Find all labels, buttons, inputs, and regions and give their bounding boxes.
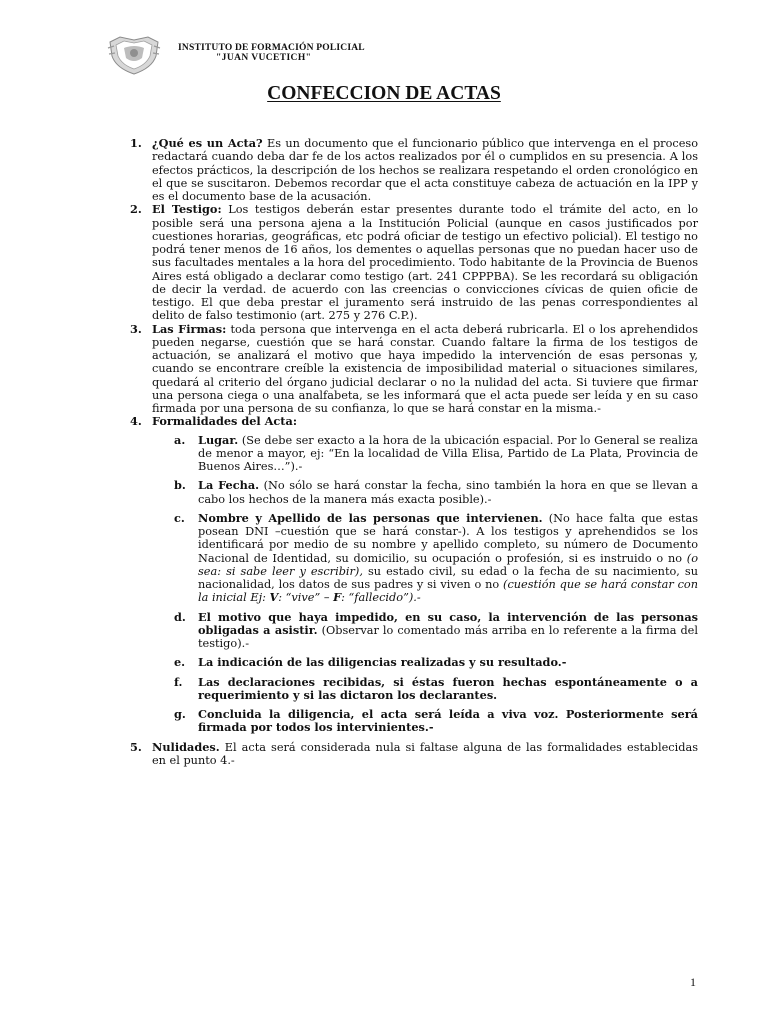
- document-header: [106, 34, 466, 78]
- section-number: 5.: [130, 739, 142, 754]
- formalidad-lectura: [174, 708, 698, 735]
- list-item-heading: Lugar.: [198, 432, 239, 447]
- document-body: [130, 137, 698, 767]
- institution-subtitle: "JUAN VUCETICH": [216, 53, 312, 63]
- list-item-heading: Nombre y Apellido de las personas que intervienen.: [198, 510, 543, 525]
- formalidad-declaraciones: [174, 676, 698, 703]
- list-letter: d.: [174, 609, 186, 624]
- list-letter: g.: [174, 707, 186, 721]
- list-item-text: (Observar lo comentado más arriba en lo referente a la firma del testigo).-: [198, 623, 698, 650]
- page-title: CONFECCION DE ACTAS: [267, 83, 501, 104]
- section-text: El acta será considerada nula si faltase alguna de las formalidades establecidas en el punto 4.-: [152, 740, 698, 767]
- initial-v: V: [269, 590, 279, 605]
- list-letter: f.: [174, 674, 183, 689]
- section-heading: Formalidades del Acta:: [152, 414, 298, 429]
- institute-crest-icon: [106, 34, 162, 76]
- section-heading: Las Firmas:: [152, 321, 227, 336]
- list-item-italic-text: : “fallecido”).-: [341, 591, 421, 605]
- section-number: 3.: [130, 321, 142, 336]
- formalidad-nombre-apellido: [174, 512, 698, 605]
- section-nulidades: [130, 741, 698, 768]
- formalidad-diligencias: [174, 656, 698, 669]
- list-item-italic-text: : “vive” –: [278, 591, 334, 605]
- section-heading: ¿Qué es un Acta?: [152, 136, 263, 150]
- page-number: 1: [690, 975, 696, 989]
- list-item-heading: Las declaraciones recibidas, si éstas fueron hechas espontáneamente o a requerimiento y si las dictaron los declarantes.: [198, 674, 698, 702]
- institution-name: INSTITUTO DE FORMACIÓN POLICIAL: [178, 43, 365, 53]
- formalidades-list: [174, 434, 698, 735]
- section-text: Los testigos deberán estar presentes durante todo el trámite del acto, en lo posible será una persona ajena a la Institución Policial (aunque en casos justificados por cuestiones horarias, geográficas, etc podrá oficiar de testigo un efectivo policial). El testigo no podrá tener menos de 16 años, los dementes o aquellas personas que no puedan hacer uso de sus facultades mentales a la hora del procedimiento. Todo habitante de la Provincia de Buenos Aires está obligado a declarar como testigo (art. 241 CPPPBA). Se les recordará su obligación de decir la verdad. de acuerdo con las creencias o convicciones cívicas de quien oficie de testigo. El que deba prestar el juramento será instruido de las penas correspondientes al delito de falso testimonio (art. 275 y 276 C.P.).: [152, 203, 699, 323]
- section-number: 4.: [130, 414, 142, 429]
- initial-f: F: [333, 590, 342, 605]
- section-el-testigo: [130, 203, 698, 322]
- list-letter: c.: [174, 510, 185, 525]
- list-item-text: (No sólo se hará constar la fecha, sino también la hora en que se llevan a cabo los hechos de la manera más exacta posible).-: [198, 479, 698, 506]
- formalidad-fecha: [174, 479, 698, 506]
- list-letter: e.: [174, 655, 186, 670]
- section-formalidades: [130, 415, 698, 734]
- section-que-es-un-acta: [130, 137, 698, 203]
- section-heading: Nulidades.: [152, 739, 220, 754]
- list-item-heading: El motivo que haya impedido, en su caso, la intervención de las personas obligadas a asistir.: [198, 609, 698, 637]
- list-letter: a.: [174, 432, 186, 447]
- list-item-heading: La Fecha.: [198, 478, 260, 493]
- list-letter: b.: [174, 478, 186, 493]
- section-text: Es un documento que el funcionario público que intervenga en el proceso redactará cuando deba dar fe de los actos realizados por él o cumplidos en su presencia. A los efectos prácticos, la descripción de los hechos se realizara respetando el orden cronológico en el que se suscitaron. Debemos recordar que el acta constituye cabeza de actuación en la IPP y es el documento base de la acusación.: [152, 137, 698, 203]
- section-heading: El Testigo:: [152, 202, 222, 217]
- section-las-firmas: [130, 323, 698, 416]
- section-number: 1.: [130, 136, 142, 150]
- section-number: 2.: [130, 202, 142, 217]
- list-item-heading: La indicación de las diligencias realizadas y su resultado.-: [198, 655, 567, 670]
- formalidad-motivo: [174, 611, 698, 651]
- formalidad-lugar: [174, 434, 698, 474]
- list-item-italic-text: (o sea: si sabe leer y escribir),: [198, 551, 698, 578]
- list-item-text: (No hace falta que estas posean DNI –cuestión que se hará constar-). A los testigos y aprehendidos se los identificará por medio de su nombre y apellido completo, su número de Documento Nacional de Identidad, su domicilio, su ocupación o profesión, si es instruido o no: [198, 511, 698, 565]
- list-item-heading: Concluida la diligencia, el acta será leída a viva voz. Posteriormente será firmada por todos los intervinientes.-: [198, 707, 698, 735]
- list-item-italic-text: (cuestión que se hará constar con la inicial Ej:: [198, 578, 698, 605]
- list-item-text: (Se debe ser exacto a la hora de la ubicación espacial. Por lo General se realiza de menor a mayor, ej: “En la localidad de Villa Elisa, Partido de La Plata, Provincia de Buenos Aires…”).-: [198, 433, 698, 473]
- list-item-text: su estado civil, su edad o la fecha de su nacimiento, su nacionalidad, los datos de sus padres y si viven o no: [198, 564, 699, 591]
- section-text: toda persona que intervenga en el acta deberá rubricarla. El o los aprehendidos pueden negarse, cuestión que se hará constar. Cuando faltare la firma de los testigos de actuación, se analizará el motivo que haya impedido la intervención de esas personas y, cuando se encontrare creíble la existencia de imposibilidad material o situaciones similares, quedará al criterio del órgano judicial declarar o no la nulidad del acta. Si tuviere que firmar una persona ciega o una analfabeta, se les informará que el acta puede ser leída y en su caso firmada por una persona de su confianza, lo que se hará constar en la misma.-: [152, 322, 698, 415]
